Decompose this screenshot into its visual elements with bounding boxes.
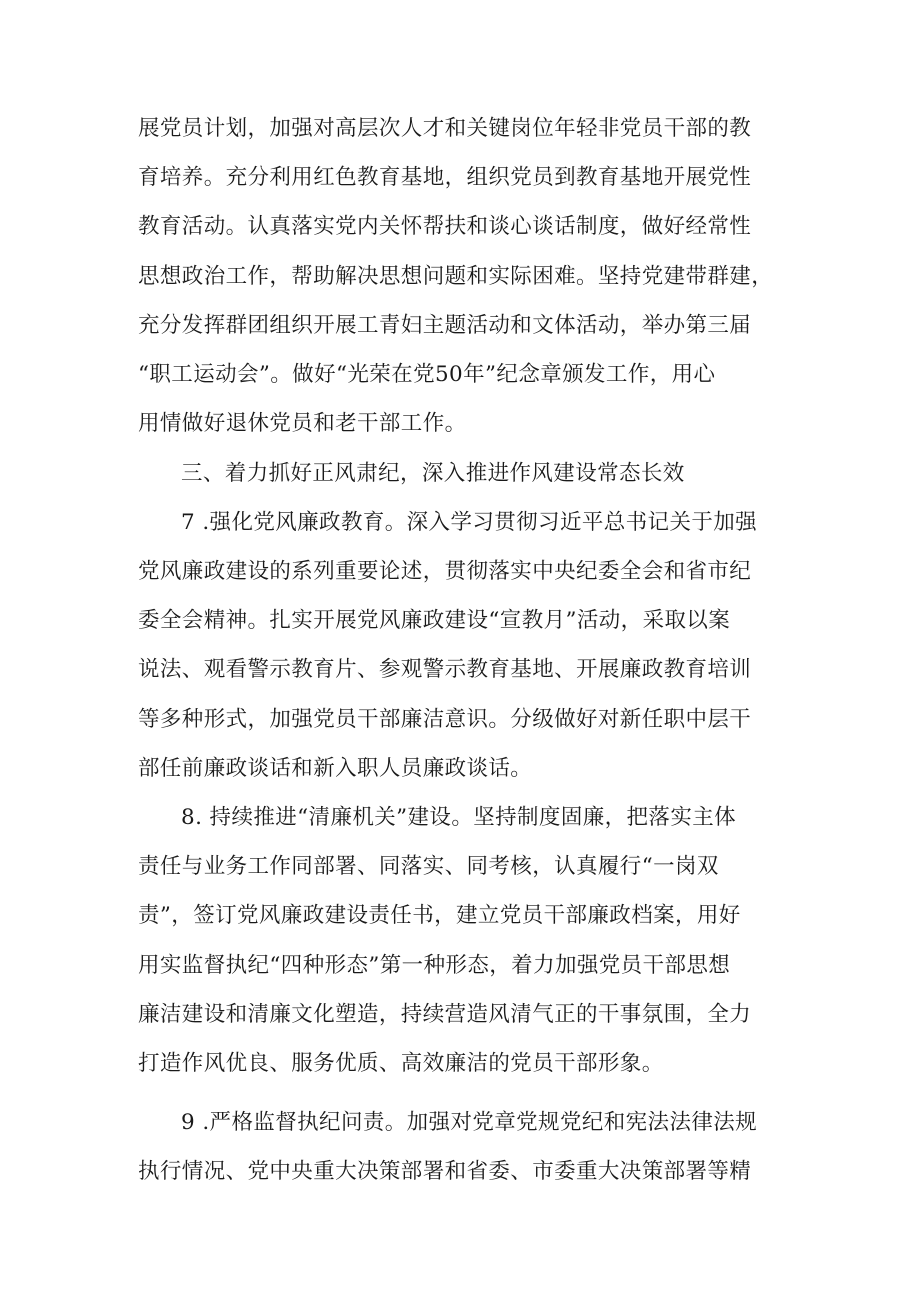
paragraph-line: 党风廉政建设的系列重要论述，贯彻落实中央纪委全会和省市纪 [138, 559, 752, 584]
paragraph-line: 执行情况、党中央重大决策部署和省委、市委重大决策部署等精 [138, 1159, 752, 1184]
item-9-first-line: 9 .严格监督执纪问责。加强对党章党规党纪和宪法法律法规 [181, 1110, 758, 1135]
section-heading: 三、着力抓好正风肃纪，深入推进作风建设常态长效 [181, 461, 685, 486]
paragraph-line: 责任与业务工作同部署、同落实、同考核，认真履行“一岗双 [138, 854, 719, 879]
paragraph-line: 用情做好退休党员和老干部工作。 [138, 411, 467, 436]
paragraph-line: 思想政治工作，帮助解决思想问题和实际困难。坚持党建带群建， [138, 264, 774, 289]
paragraph-line: 展党员计划，加强对高层次人才和关键岗位年轻非党员干部的教 [138, 116, 752, 141]
paragraph-line: 部任前廉政谈话和新入职人员廉政谈话。 [138, 756, 533, 781]
paragraph-line: 用实监督执纪“四种形态”第一种形态，着力加强党员干部思想 [138, 953, 731, 978]
paragraph-line: 委全会精神。扎实开展党风廉政建设“宣教月”活动，采取以案 [138, 608, 731, 633]
paragraph-line: 说法、观看警示教育片、参观警示教育基地、开展廉政教育培训 [138, 657, 752, 682]
item-8-first-line: 8. 持续推进“清廉机关”建设。坚持制度固廉，把落实主体 [181, 805, 737, 830]
paragraph-line: 责”，签订党风廉政建设责任书，建立党员干部廉政档案，用好 [138, 903, 741, 928]
paragraph-line: 育培养。充分利用红色教育基地，组织党员到教育基地开展党性 [138, 165, 752, 190]
item-7-first-line: 7 .强化党风廉政教育。深入学习贯彻习近平总书记关于加强 [181, 510, 758, 535]
paragraph-line: 廉洁建设和清廉文化塑造，持续营造风清气正的干事氛围，全力 [138, 1002, 752, 1027]
paragraph-line: 打造作风优良、服务优质、高效廉洁的党员干部形象。 [138, 1051, 664, 1076]
paragraph-line: 充分发挥群团组织开展工青妇主题活动和文体活动，举办第三届 [138, 313, 752, 338]
paragraph-line: 等多种形式，加强党员干部廉洁意识。分级做好对新任职中层干 [138, 707, 752, 732]
paragraph-line: 教育活动。认真落实党内关怀帮扶和谈心谈话制度，做好经常性 [138, 214, 752, 239]
paragraph-line: “职工运动会”。做好“光荣在党50年”纪念章颁发工作，用心 [138, 362, 716, 387]
